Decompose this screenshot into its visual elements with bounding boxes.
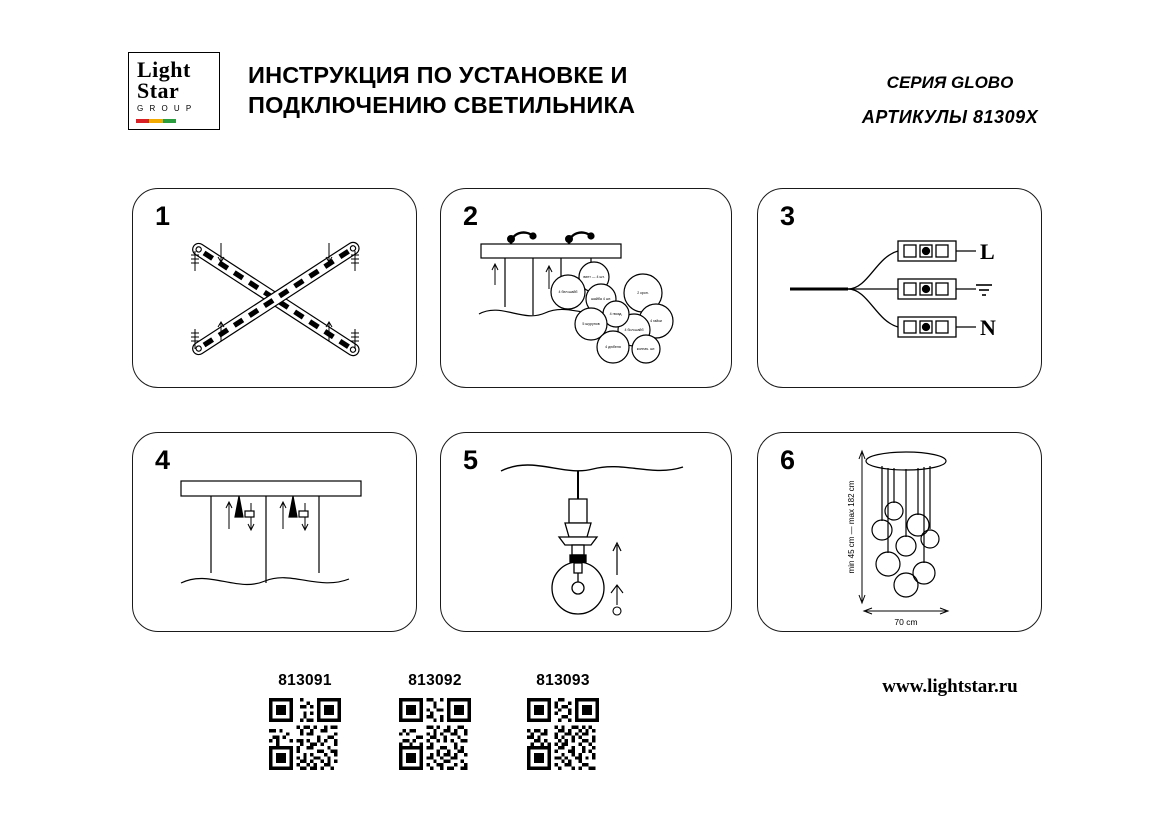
- svg-text:5 шурупов: 5 шурупов: [582, 322, 600, 326]
- svg-text:4 бел.шайб: 4 бел.шайб: [558, 290, 578, 294]
- svg-text:шайба 4 шт.: шайба 4 шт.: [591, 297, 611, 301]
- terminal-label-n: N: [980, 315, 996, 340]
- step-1-diagram: [133, 189, 418, 389]
- svg-text:4 бол.шайб: 4 бол.шайб: [624, 328, 644, 332]
- series-info: [760, 66, 1140, 134]
- qr-code-813091[interactable]: [269, 698, 341, 770]
- step-number-6: 6: [780, 445, 796, 475]
- qr-code-813092[interactable]: [399, 698, 471, 770]
- product-codes: [245, 672, 645, 802]
- step-panel-6: [757, 432, 1042, 632]
- svg-text:4 гайки: 4 гайки: [650, 319, 662, 323]
- step-3-diagram: [758, 189, 1043, 389]
- step-4-diagram: [133, 433, 418, 633]
- step-number-3: 3: [780, 201, 796, 231]
- qr-code-813093[interactable]: [527, 698, 599, 770]
- series-articles: АРТИКУЛЫ 81309X: [861, 107, 1039, 127]
- page-header: [0, 0, 1169, 160]
- step-6-diagram: [758, 433, 1043, 633]
- step-number-5: 5: [463, 445, 479, 475]
- svg-text:2 крон.: 2 крон.: [637, 291, 649, 295]
- step-panel-5: [440, 432, 732, 632]
- height-dimension-label: min 45 cm — max 182 cm: [847, 480, 856, 574]
- step-5-diagram: [441, 433, 733, 633]
- width-dimension-label: 70 cm: [894, 617, 918, 627]
- lightstar-logo: [128, 52, 220, 130]
- logo-text-light: Light: [137, 57, 191, 82]
- website-url[interactable]: www.lightstar.ru: [882, 676, 1018, 697]
- step-2-diagram: [441, 189, 733, 389]
- step-number-1: 1: [155, 201, 171, 231]
- svg-text:4 гвозд.: 4 гвозд.: [609, 312, 623, 316]
- logo-text-group: G R O U P: [137, 104, 194, 113]
- terminal-label-l: L: [980, 239, 995, 264]
- step-panel-4: [132, 432, 417, 632]
- svg-text:4 дюбеля: 4 дюбеля: [605, 345, 621, 349]
- code-label: 813093: [536, 672, 590, 689]
- logo-color-bars: [136, 119, 176, 123]
- page-title: ИНСТРУКЦИЯ ПО УСТАНОВКЕ И ПОДКЛЮЧЕНИЮ СВЕТИЛЬНИКА: [248, 62, 636, 118]
- svg-text:винт — 4 шт.: винт — 4 шт.: [583, 275, 605, 279]
- code-label: 813092: [408, 672, 462, 689]
- code-block-813092: [375, 672, 495, 770]
- step-panel-3: [757, 188, 1042, 388]
- step-panel-1: [132, 188, 417, 388]
- code-block-813091: [245, 672, 365, 770]
- series-name: СЕРИЯ GLOBO: [886, 73, 1014, 92]
- code-block-813093: [503, 672, 623, 770]
- step-number-2: 2: [463, 201, 479, 231]
- step-number-4: 4: [155, 445, 171, 475]
- step-panel-2: [440, 188, 732, 388]
- svg-text:колпач. шт.: колпач. шт.: [636, 347, 656, 351]
- logo-text-star: Star: [137, 78, 180, 103]
- code-label: 813091: [278, 672, 332, 689]
